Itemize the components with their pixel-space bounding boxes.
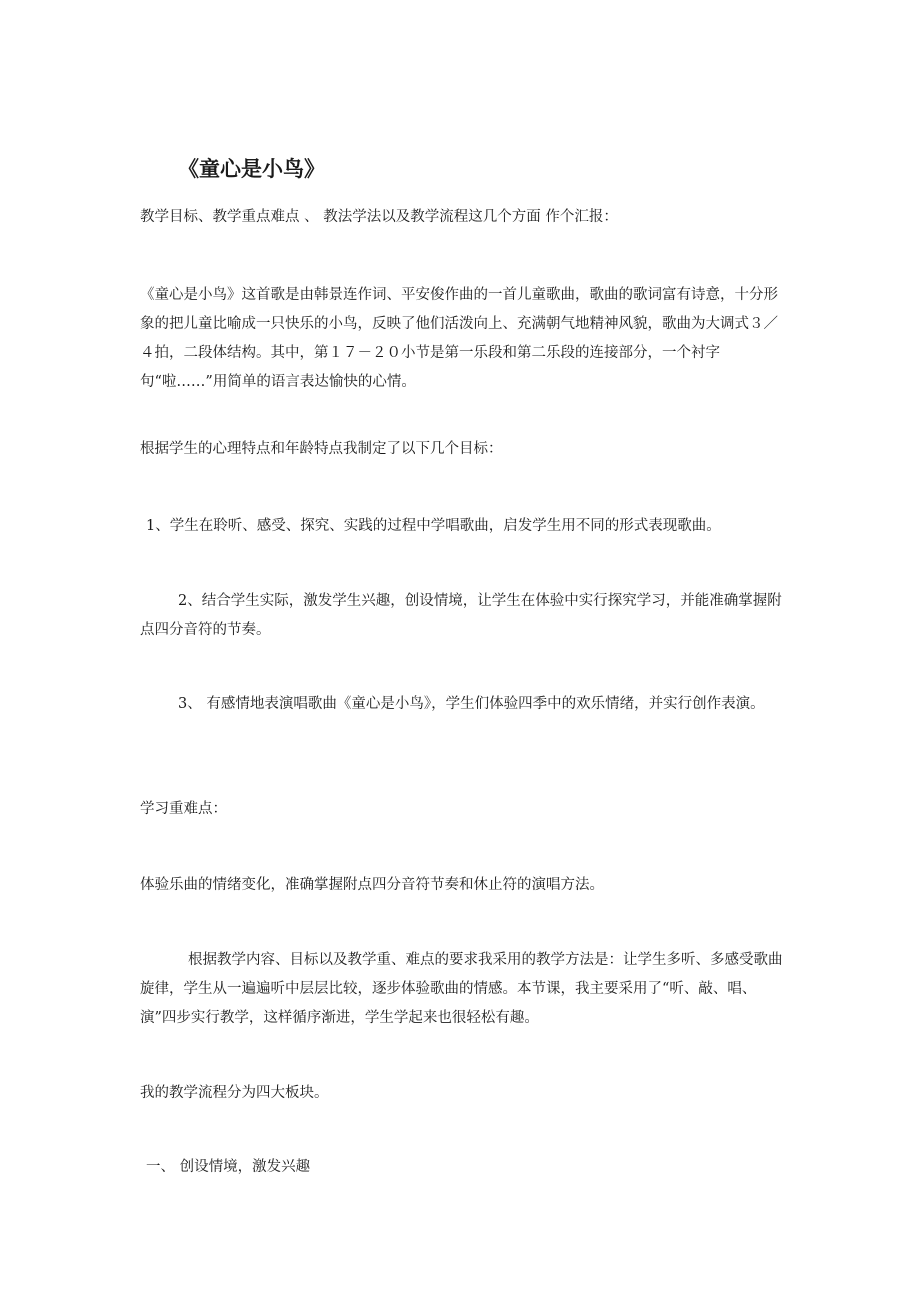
- key-points-heading: 学习重难点：: [140, 801, 227, 817]
- intro-line: 教学目标、教学重点难点 、 教法学法以及教学流程这几个方面 作个汇报：: [140, 209, 618, 225]
- key-points-content: 体验乐曲的情绪变化，准确掌握附点四分音符节奏和休止符的演唱方法。: [140, 877, 604, 893]
- teaching-flow-intro: 我的教学流程分为四大板块。: [140, 1085, 329, 1101]
- goal-item-2: 2、结合学生实际，激发学生兴趣，创设情境，让学生在体验中实行探究学习，并能准确掌握附点四分音符的节奏。: [140, 593, 782, 638]
- goals-intro: 根据学生的心理特点和年龄特点我制定了以下几个目标：: [140, 441, 503, 457]
- section-heading-1: 一、 创设情境，激发兴趣: [146, 1159, 311, 1175]
- song-description-paragraph: 《童心是小鸟》这首歌是由韩景连作词、平安俊作曲的一首儿童歌曲，歌曲的歌词富有诗意，十分形象的把儿童比喻成一只快乐的小鸟，反映了他们活泼向上、充满朝气地精神风貌，歌曲为大调式３／４拍，二段体结构。其中，第１７－２０小节是第一乐段和第二乐段的连接部分，一个衬字句“啦……”用简单的语言表达愉快的心情。: [140, 287, 778, 390]
- goal-item-1: 1、学生在聆听、感受、探究、实践的过程中学唱歌曲，启发学生用不同的形式表现歌曲。: [146, 518, 721, 534]
- document-title: 《童心是小鸟》: [178, 157, 325, 181]
- teaching-method-paragraph: 根据教学内容、目标以及教学重、难点的要求我采用的教学方法是：让学生多听、多感受歌曲旋律，学生从一遍遍听中层层比较，逐步体验歌曲的情感。本节课，我主要采用了“听、敲、唱、演”四步实行教学，这样循序渐进，学生学起来也很轻松有趣。: [140, 952, 783, 1026]
- goal-item-3: 3、 有感情地表演唱歌曲《童心是小鸟》，学生们体验四季中的欢乐情绪，并实行创作表演。: [178, 696, 765, 712]
